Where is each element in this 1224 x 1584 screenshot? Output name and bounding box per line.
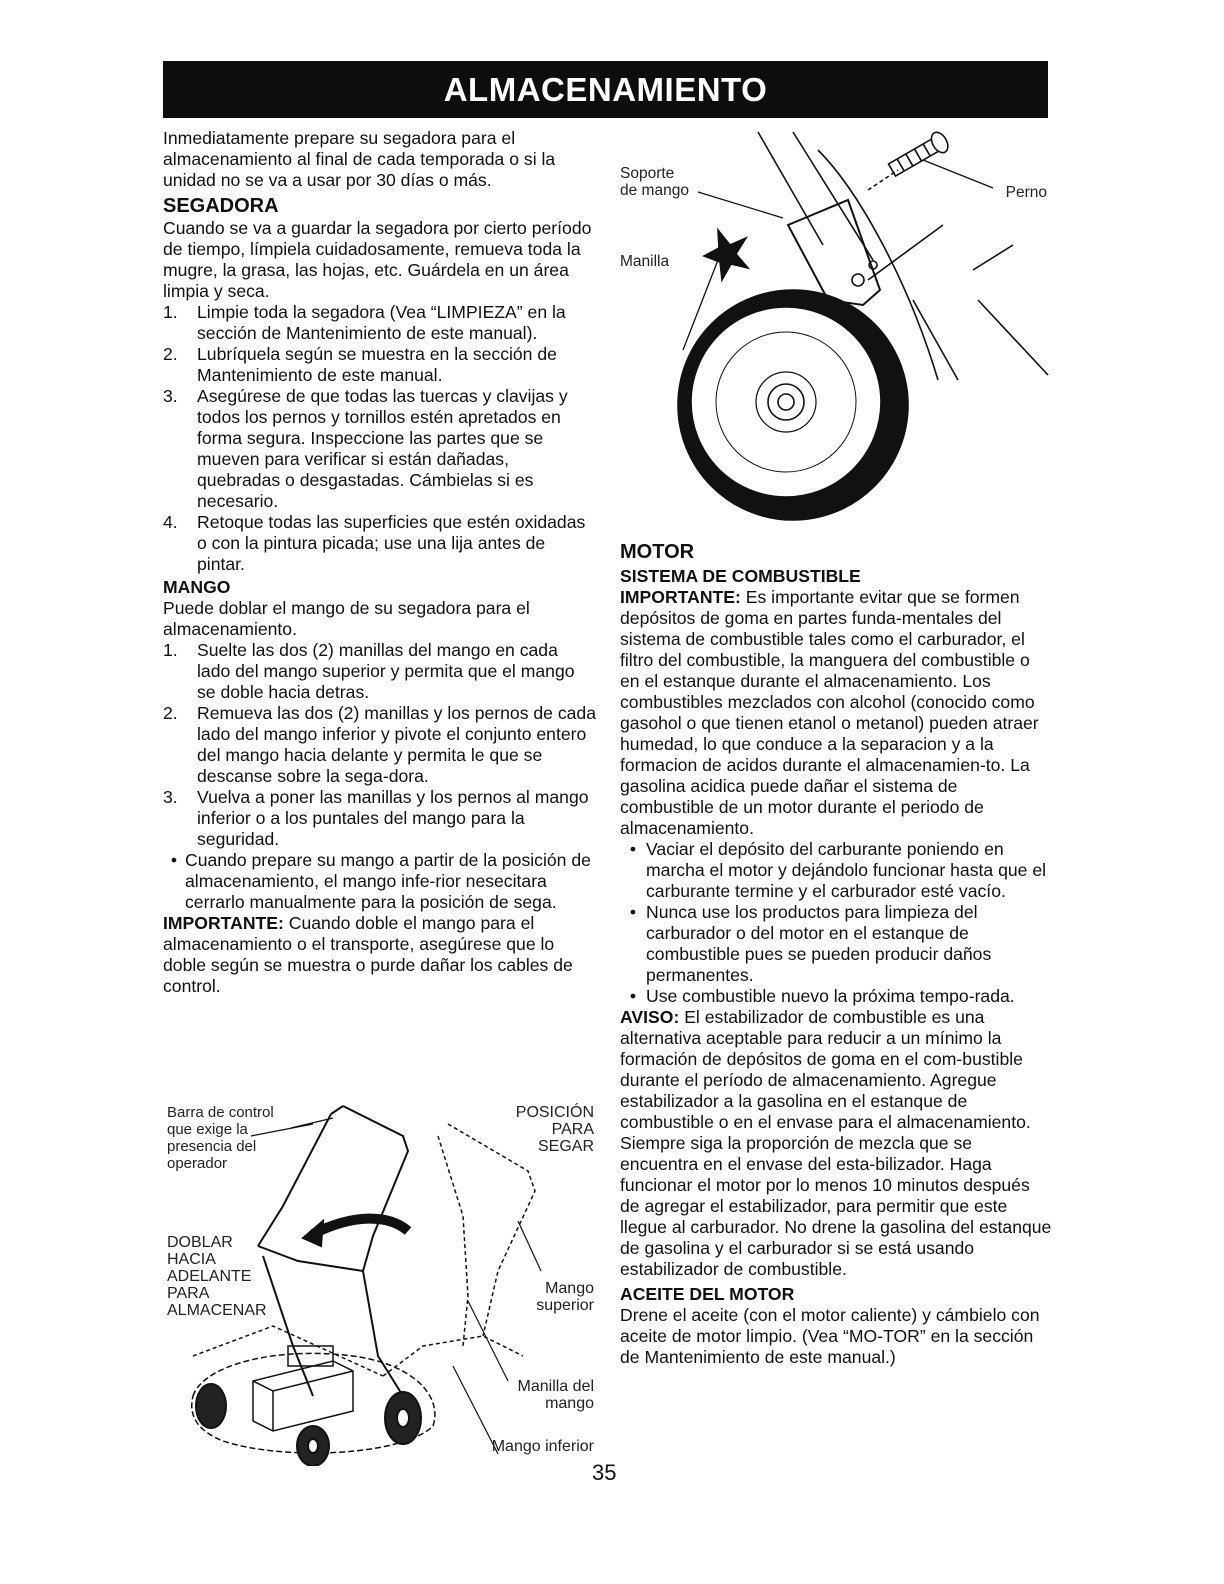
- page-title: ALMACENAMIENTO: [163, 61, 1048, 118]
- mowing-position-label: POSICIÓN PARA SEGAR: [515, 1104, 594, 1155]
- control-bar-label: Barra de control que exige la presencia del operador: [167, 1104, 274, 1172]
- mango-heading: MANGO: [163, 577, 231, 597]
- fold-forward-label: DOBLAR HACIA ADELANTE PARA ALMACENAR: [167, 1234, 267, 1319]
- mower-fold-figure: [163, 1096, 598, 1466]
- handle-knob-label: Manilla del mango: [517, 1378, 594, 1412]
- bolt-label: Perno: [1005, 184, 1047, 201]
- segadora-steps: [163, 302, 596, 575]
- list-item: • Use combustible nuevo la próxima tempo-rada.: [629, 986, 1015, 1006]
- aviso-paragraph: AVISO: El estabilizador de combustible es una alternativa aceptable para reducir a un mínimo la formación de depósitos de goma en el com-bustible durante el período de almacenamiento. Agregue estabilizador a la gasolina en el estanque de combustible o en el envase para el almacenamiento. Siempre siga la proporción de mezcla que se encuentra en el envase del esta-bilizador. Haga funcionar el motor por lo menos 10 minutos después de agregar el estabilizador, para permitir que este llegue al carburador. No drene la gasolina del estanque de gasolina y el carburador si se está usando estabilizador de combustible.: [620, 1007, 1052, 1279]
- knob-label: Manilla: [620, 253, 670, 270]
- mango-paragraph: Puede doblar el mango de su segadora para el almacenamiento.: [163, 598, 530, 639]
- fuel-bullets: [620, 839, 1052, 1007]
- upper-handle-label: Mango superior: [536, 1280, 594, 1314]
- lower-handle-label: Mango inferior: [491, 1438, 594, 1455]
- fuel-system-heading: SISTEMA DE COMBUSTIBLE: [620, 566, 861, 586]
- handle-bracket-figure: [618, 130, 1053, 530]
- engine-oil-heading: ACEITE DEL MOTOR: [620, 1284, 795, 1304]
- list-item: 1. Suelte las dos (2) manillas del mango en cada lado del mango superior y permita que el mango se doble hacia detras.: [163, 640, 575, 702]
- right-column: [620, 537, 1052, 1368]
- segadora-heading: SEGADORA: [163, 195, 279, 217]
- engine-oil-paragraph: Drene el aceite (con el motor caliente) y cámbielo con aceite de motor limpio. (Vea “MO-TOR” en la sección de Mantenimiento de este manual.): [620, 1305, 1040, 1367]
- list-item: 2. Lubríquela según se muestra en la sección de Mantenimiento de este manual.: [163, 344, 557, 385]
- list-item: 1. Limpie toda la segadora (Vea “LIMPIEZA” en la sección de Mantenimiento de este manual).: [163, 302, 566, 343]
- left-column: [163, 128, 596, 997]
- motor-heading: MOTOR: [620, 541, 695, 563]
- mango-bullets: [163, 850, 596, 913]
- list-item: • Nunca use los productos para limpieza del carburador o del motor en el estanque de combustible pues se pueden producir daños permanentes.: [629, 902, 992, 985]
- list-item: 3. Asegúrese de que todas las tuercas y clavijas y todos los pernos y tornillos estén apretados en forma segura. Inspeccione las partes que se mueven para verificar si están dañadas, quebradas o desgastadas. Cámbielas si es necesario.: [163, 386, 568, 511]
- fuel-important: IMPORTANTE: Es importante evitar que se formen depósitos de goma en partes funda-mentales del sistema de combustible tales como el carburador, el filtro del combustible, la manguera del combustible o en el estanque durante el almacenamiento. Los combustibles mezclados con alcohol (conocido como gasohol o que tienen etanol o metanol) pueden atraer humedad, lo que conduce a la separacion y a la formacion de acidos durante el almacenamien-to. La gasolina acidica puede dañar el sistema de combustible de un motor durante el periodo de almacenamiento.: [620, 587, 1039, 838]
- list-item: • Vaciar el depósito del carburante poniendo en marcha el motor y dejándolo funcionar hasta que el carburante termine y el carburador esté vacío.: [629, 839, 1047, 901]
- page-number: 35: [592, 1460, 617, 1485]
- list-item: 4. Retoque todas las superficies que estén oxidadas o con la pintura picada; use una lija antes de pintar.: [163, 512, 586, 574]
- segadora-paragraph: Cuando se va a guardar la segadora por cierto período de tiempo, límpiela cuidadosamente, remueva toda la mugre, la grasa, las hojas, etc. Guárdela en un área limpia y seca.: [163, 218, 592, 301]
- list-item: • Cuando prepare su mango a partir de la posición de almacenamiento, el mango infe-rior nesecitara cerrarlo manualmente para la posición de sega.: [170, 850, 591, 912]
- handle-support-label: Soporte de mango: [620, 165, 689, 199]
- list-item: 3. Vuelva a poner las manillas y los pernos al mango inferior o a los puntales del mango para la seguridad.: [163, 787, 589, 849]
- mango-steps: [163, 640, 596, 850]
- intro-paragraph: Inmediatamente prepare su segadora para el almacenamiento al final de cada temporada o si la unidad no se va a usar por 30 días o más.: [163, 128, 556, 190]
- mango-important: IMPORTANTE: Cuando doble el mango para el almacenamiento o el transporte, asegúrese que lo doble según se muestra o purde dañar los cables de control.: [163, 913, 573, 996]
- list-item: 2. Remueva las dos (2) manillas y los pernos de cada lado del mango inferior y pivote el conjunto entero del mango hacia delante y permita le que se descanse sobre la sega-dora.: [163, 703, 596, 786]
